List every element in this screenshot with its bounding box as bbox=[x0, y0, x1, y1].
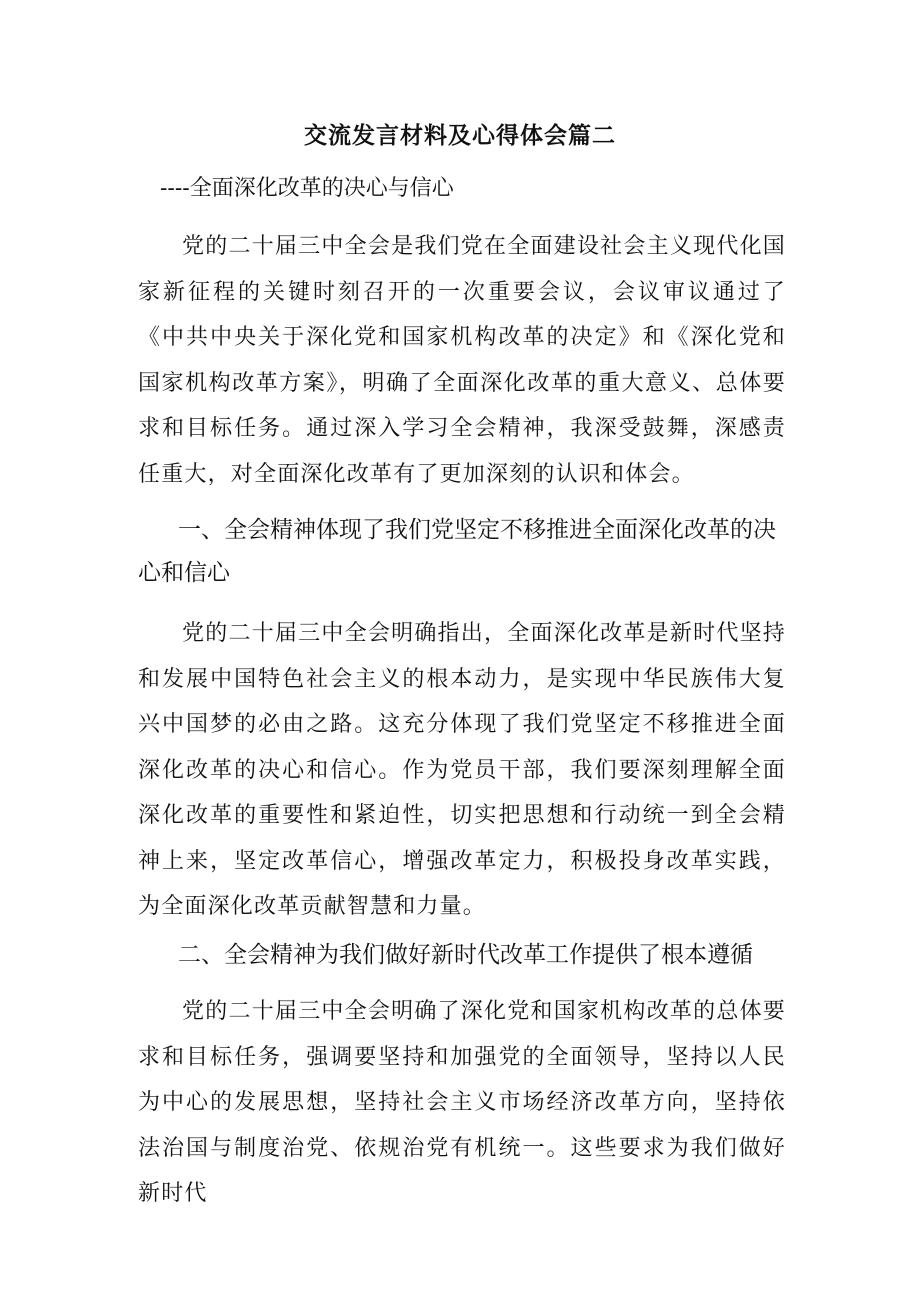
section-1-paragraph: 党的二十届三中全会明确指出，全面深化改革是新时代坚持和发展中国特色社会主义的根本动力，是实现中华民族伟大复兴中国梦的必由之路。这充分体现了我们党坚定不移推进全面深化改革的决心和信心。作为党员干部，我们要深刻理解全面深化改革的重要性和紧迫性，切实把思想和行动统一到全会精神上来，坚定改革信心，增强改革定力，积极投身改革实践，为全面深化改革贡献智慧和力量。 bbox=[138, 621, 786, 919]
document-subtitle: ----全面深化改革的决心与信心 bbox=[160, 176, 454, 201]
section-2-paragraph: 党的二十届三中全会明确了深化党和国家机构改革的总体要求和目标任务，强调要坚持和加强党的全面领导，坚持以人民为中心的发展思想，坚持社会主义市场经济改革方向，坚持依法治国与制度治党、依规治党有机统一。这些要求为我们做好新时代 bbox=[138, 999, 786, 1206]
intro-paragraph: 党的二十届三中全会是我们党在全面建设社会主义现代化国家新征程的关键时刻召开的一次重要会议，会议审议通过了《中共中央关于深化党和国家机构改革的决定》和《深化党和国家机构改革方案》，明确了全面深化改革的重大意义、总体要求和目标任务。通过深入学习全会精神，我深受鼓舞，深感责任重大，对全面深化改革有了更加深刻的认识和体会。 bbox=[138, 234, 786, 487]
section-2-heading: 二、全会精神为我们做好新时代改革工作提供了根本遵循 bbox=[178, 942, 753, 968]
document-title: 交流发言材料及心得体会篇二 bbox=[304, 122, 616, 149]
section-1-heading: 一、全会精神体现了我们党坚定不移推进全面深化改革的决心和信心 bbox=[138, 517, 776, 586]
